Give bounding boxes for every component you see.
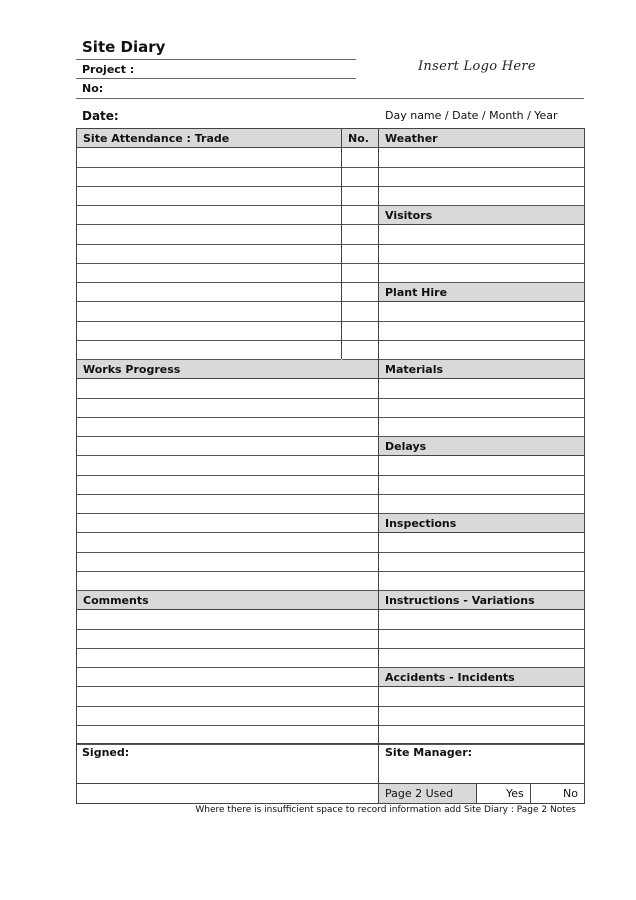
materials-row[interactable]	[379, 418, 584, 437]
signature-area[interactable]	[76, 744, 585, 784]
delays-row[interactable]	[379, 456, 584, 475]
signed-label: Signed:	[82, 746, 130, 759]
instructions-row[interactable]	[379, 649, 584, 668]
works-progress-header	[77, 360, 378, 379]
page2-used-label: Page 2 Used	[385, 787, 454, 800]
delays-row[interactable]	[379, 476, 584, 495]
works-progress-header-title: Works Progress	[83, 363, 181, 376]
document-title: Site Diary	[82, 38, 166, 56]
instructions-row[interactable]	[379, 630, 584, 649]
accidents-row[interactable]	[379, 687, 584, 706]
visitors-row[interactable]	[379, 264, 584, 283]
delays-row[interactable]	[379, 495, 584, 514]
site-manager-label: Site Manager:	[385, 746, 473, 759]
instructions-header	[379, 591, 584, 610]
inspections-header-title: Inspections	[385, 517, 457, 530]
page2-divider-1	[378, 783, 379, 804]
comments-header-title: Comments	[83, 594, 149, 607]
comments-row[interactable]	[77, 726, 378, 745]
attendance-trade-row[interactable]	[77, 187, 341, 206]
attendance-no-row[interactable]	[342, 264, 378, 283]
page2-divider-2	[476, 783, 477, 804]
plant-hire-header-title: Plant Hire	[385, 286, 448, 299]
attendance-no-row[interactable]	[342, 322, 378, 341]
comments-row[interactable]	[77, 630, 378, 649]
attendance-no-row[interactable]	[342, 168, 378, 187]
accidents-header-title: Accidents - Incidents	[385, 671, 515, 684]
project-label: Project :	[82, 63, 135, 76]
weather-row[interactable]	[379, 168, 584, 187]
date-format-hint: Day name / Date / Month / Year	[385, 109, 558, 122]
visitors-row[interactable]	[379, 245, 584, 264]
materials-header	[379, 360, 584, 379]
attendance-header	[77, 129, 341, 148]
visitors-header-title: Visitors	[385, 209, 433, 222]
header-divider	[76, 98, 584, 99]
plant-hire-row[interactable]	[379, 322, 584, 341]
inspections-header	[379, 514, 584, 533]
attendance-trade-row[interactable]	[77, 302, 341, 321]
attendance-trade-row[interactable]	[77, 168, 341, 187]
attendance-trade-row[interactable]	[77, 322, 341, 341]
works-progress-row[interactable]	[77, 553, 378, 572]
plant-hire-header	[379, 283, 584, 302]
attendance-no-row[interactable]	[342, 283, 378, 302]
attendance-title: Site Attendance : Trade	[83, 132, 230, 145]
materials-header-title: Materials	[385, 363, 444, 376]
no-column-title: No.	[348, 132, 369, 145]
delays-header	[379, 437, 584, 456]
project-line[interactable]	[76, 78, 356, 79]
inspections-row[interactable]	[379, 572, 584, 591]
accidents-header	[379, 668, 584, 687]
attendance-no-row[interactable]	[342, 245, 378, 264]
works-progress-row[interactable]	[77, 572, 378, 591]
weather-header-title: Weather	[385, 132, 438, 145]
weather-row[interactable]	[379, 187, 584, 206]
works-progress-row[interactable]	[77, 514, 378, 533]
comments-row[interactable]	[77, 707, 378, 726]
works-progress-row[interactable]	[77, 533, 378, 552]
no-option[interactable]: No	[563, 787, 578, 800]
materials-row[interactable]	[379, 399, 584, 418]
logo-placeholder: Insert Logo Here	[418, 59, 536, 74]
works-progress-row[interactable]	[77, 437, 378, 456]
weather-header	[379, 129, 584, 148]
delays-header-title: Delays	[385, 440, 427, 453]
attendance-no-row[interactable]	[342, 148, 378, 167]
comments-row[interactable]	[77, 610, 378, 629]
weather-row[interactable]	[379, 148, 584, 167]
yes-option[interactable]: Yes	[506, 787, 524, 800]
attendance-no-row[interactable]	[342, 225, 378, 244]
works-progress-row[interactable]	[77, 476, 378, 495]
attendance-trade-row[interactable]	[77, 264, 341, 283]
attendance-trade-row[interactable]	[77, 225, 341, 244]
footer-note: Where there is insufficient space to record information add Site Diary : Page 2 Notes	[195, 805, 576, 815]
instructions-row[interactable]	[379, 610, 584, 629]
attendance-no-row[interactable]	[342, 206, 378, 225]
accidents-row[interactable]	[379, 726, 584, 745]
visitors-row[interactable]	[379, 225, 584, 244]
date-label: Date:	[82, 109, 119, 123]
comments-row[interactable]	[77, 687, 378, 706]
inspections-row[interactable]	[379, 553, 584, 572]
attendance-trade-row[interactable]	[77, 341, 341, 360]
works-progress-row[interactable]	[77, 456, 378, 475]
works-progress-row[interactable]	[77, 399, 378, 418]
attendance-no-row[interactable]	[342, 187, 378, 206]
attendance-trade-row[interactable]	[77, 148, 341, 167]
attendance-no-row[interactable]	[342, 302, 378, 321]
inspections-row[interactable]	[379, 533, 584, 552]
no-label: No:	[82, 82, 104, 95]
materials-row[interactable]	[379, 379, 584, 398]
title-divider	[76, 59, 356, 60]
comments-row[interactable]	[77, 668, 378, 687]
accidents-row[interactable]	[379, 707, 584, 726]
visitors-header	[379, 206, 584, 225]
attendance-no-row[interactable]	[342, 341, 378, 360]
plant-hire-row[interactable]	[379, 341, 584, 360]
attendance-trade-row[interactable]	[77, 245, 341, 264]
plant-hire-row[interactable]	[379, 302, 584, 321]
signature-divider	[378, 744, 379, 784]
page2-divider-3	[530, 783, 531, 804]
attendance-trade-row[interactable]	[77, 283, 341, 302]
comments-row[interactable]	[77, 649, 378, 668]
no-column-header	[342, 129, 378, 148]
attendance-trade-row[interactable]	[77, 206, 341, 225]
comments-header	[77, 591, 378, 610]
instructions-header-title: Instructions - Variations	[385, 594, 535, 607]
works-progress-row[interactable]	[77, 495, 378, 514]
works-progress-row[interactable]	[77, 379, 378, 398]
works-progress-row[interactable]	[77, 418, 378, 437]
